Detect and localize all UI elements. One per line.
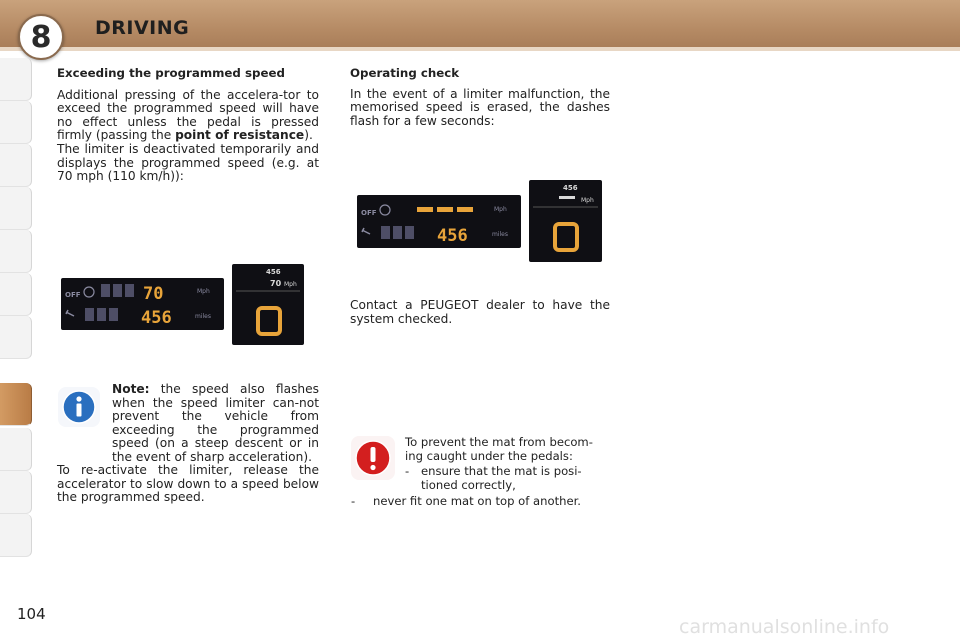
paragraph-contact-dealer: Contact a PEUGEOT dealer to have the system checked. xyxy=(350,298,610,326)
info-icon xyxy=(62,390,96,424)
gear-d-indicator xyxy=(555,224,577,250)
page-number: 104 xyxy=(17,605,46,623)
chapter-tab-3[interactable] xyxy=(0,144,32,187)
warning-intro: To prevent the mat from becom-ing caught under the pedals: xyxy=(405,435,593,463)
speed-digits-dim xyxy=(101,284,134,297)
section-heading-exceeding: Exceeding the programmed speed xyxy=(57,66,285,80)
instrument-display-speed-70 xyxy=(61,278,224,330)
chapter-tab-8-active[interactable] xyxy=(0,383,32,426)
warning-text xyxy=(405,436,610,492)
chapter-tabs xyxy=(0,58,34,578)
paragraph-limiter-deactivated: The limiter is deactivated temporarily and displays the programmed speed (e.g. at 70 mph (110 km/h)): xyxy=(57,141,319,184)
odometer-dim-digits xyxy=(85,308,118,321)
odometer-dim-digits xyxy=(381,226,414,239)
right-column xyxy=(350,67,610,128)
small-speed-unit: Mph xyxy=(284,281,297,288)
wrench-icon xyxy=(66,310,74,316)
odometer-distance: 456 xyxy=(437,226,468,246)
speed-dashes xyxy=(417,207,473,212)
bullet-dash: - xyxy=(351,494,356,508)
programmed-speed-70: 70 xyxy=(143,284,164,304)
small-odometer-value: 456 xyxy=(266,268,281,276)
warning-item-1 xyxy=(405,465,610,492)
chapter-tab-11[interactable] xyxy=(0,514,32,557)
chapter-tab-4[interactable] xyxy=(0,187,32,230)
gear-d-indicator xyxy=(258,308,280,334)
distance-unit-label: miles xyxy=(492,231,508,238)
warning-item-2 xyxy=(351,495,611,509)
paragraph-limiter-malfunction: In the event of a limiter malfunction, the memorised speed is erased, the dashes flash for a few seconds: xyxy=(350,86,610,128)
small-speed-dashes xyxy=(559,196,575,199)
chapter-tab-7[interactable] xyxy=(0,316,32,359)
section-heading-operating-check: Operating check xyxy=(350,66,460,80)
small-odometer-value: 456 xyxy=(563,184,578,192)
small-speed-unit: Mph xyxy=(581,197,594,204)
gear-display-panel-2 xyxy=(529,180,602,262)
speedometer-icon xyxy=(84,287,94,297)
note-text-indented xyxy=(112,383,319,465)
chapter-number-badge: 8 xyxy=(18,14,64,60)
chapter-tab-1[interactable] xyxy=(0,58,32,101)
odometer-distance: 456 xyxy=(141,308,172,328)
note-paragraph: Note: the speed also flashes when the speed limiter can-not prevent the vehicle from exceeding the programmed speed (on a steep descent or in the event of sharp acceleration). xyxy=(112,382,319,464)
note-info-box xyxy=(58,387,100,427)
warning-item-text: never fit one mat on top of another. xyxy=(373,494,581,508)
chapter-title: DRIVING xyxy=(95,17,190,39)
distance-unit-label: miles xyxy=(195,313,211,320)
watermark: carmanualsonline.info xyxy=(679,616,890,638)
display-off-label: OFF xyxy=(361,209,377,217)
warning-icon xyxy=(355,440,391,476)
chapter-tab-9[interactable] xyxy=(0,428,32,471)
bullet-dash: - xyxy=(405,464,410,479)
warning-item-text: ensure that the mat is posi-tioned correctly, xyxy=(421,464,582,492)
chapter-tab-6[interactable] xyxy=(0,273,32,316)
header-underline xyxy=(0,47,960,51)
paragraph-additional-pressing: Additional pressing of the accelera-tor to exceed the programmed speed will have no effect unless the pedal is pressed firmly (passing the point of resistance). xyxy=(57,87,319,143)
chapter-tab-2[interactable] xyxy=(0,101,32,144)
speedometer-icon xyxy=(380,205,390,215)
chapter-tab-10[interactable] xyxy=(0,471,32,514)
display-off-label: OFF xyxy=(65,291,81,299)
wrench-icon xyxy=(362,228,370,234)
speed-unit-label: Mph xyxy=(494,206,507,213)
gear-display-panel-1 xyxy=(232,264,304,345)
small-speed-value: 70 xyxy=(270,279,282,288)
instrument-display-dashes xyxy=(357,195,521,248)
chapter-tab-5[interactable] xyxy=(0,230,32,273)
left-column xyxy=(57,67,319,184)
warning-box xyxy=(351,436,395,480)
speed-unit-label: Mph xyxy=(197,288,210,295)
paragraph-reactivate: To re-activate the limiter, release the accelerator to slow down to a speed below the programmed speed. xyxy=(57,463,319,505)
